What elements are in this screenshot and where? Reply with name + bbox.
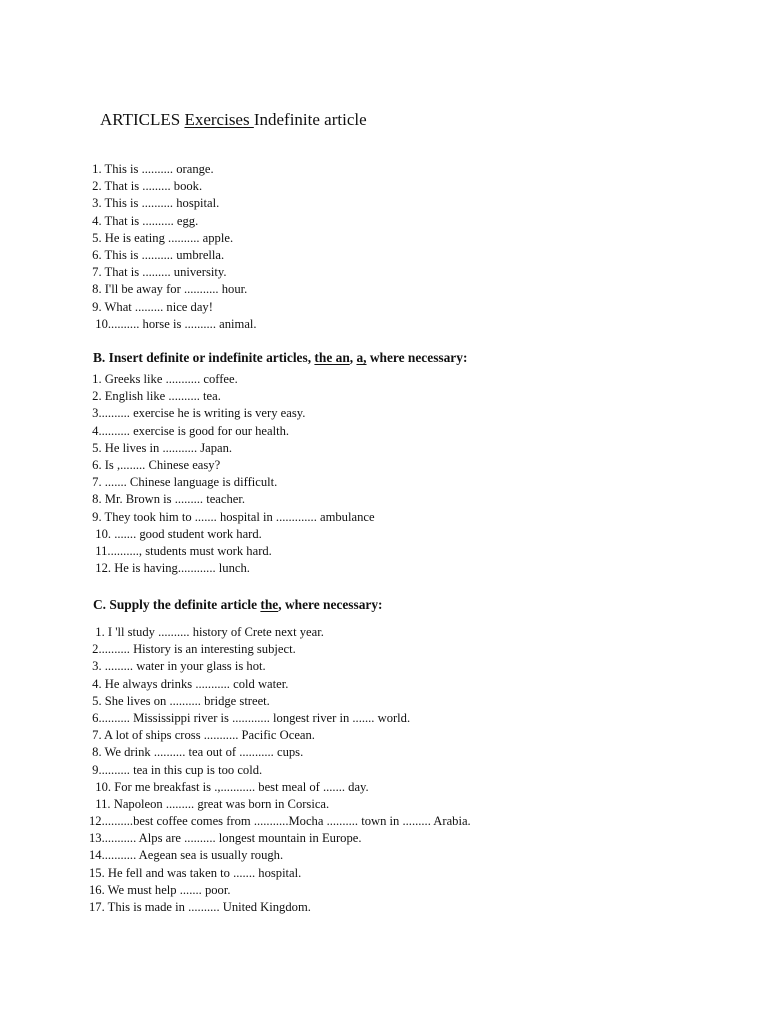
exercise-item: 12..........best coffee comes from ...........Mocha .......... town in ......... Arabia. — [89, 814, 471, 829]
exercise-item: 9. What ......... nice day! — [89, 299, 213, 314]
section-b-heading-separator: , — [349, 350, 357, 365]
section-b-heading-suffix: where necessary: — [366, 350, 468, 365]
section-b-heading — [93, 350, 467, 366]
exercise-item: 4. He always drinks ........... cold water. — [89, 676, 289, 691]
section-c-heading-prefix: C. Supply the definite article — [93, 597, 261, 612]
exercise-item: 12. He is having............ lunch. — [89, 561, 250, 576]
exercise-item: 2.......... History is an interesting subject. — [89, 642, 296, 657]
document-title — [100, 110, 367, 130]
exercise-item: 16. We must help ....... poor. — [89, 882, 231, 897]
exercise-item: 4.......... exercise is good for our health. — [89, 423, 290, 438]
title-articles: ARTICLES — [100, 110, 185, 129]
exercise-item: 3. This is .......... hospital. — [89, 196, 220, 211]
exercise-item: 5. He lives in ........... Japan. — [89, 440, 233, 455]
exercise-item: 7. ....... Chinese language is difficult. — [89, 475, 278, 490]
exercise-item: 15. He fell and was taken to ....... hospital. — [89, 865, 302, 880]
exercise-item: 2. English like .......... tea. — [89, 389, 221, 404]
exercise-item: 7. That is ......... university. — [89, 265, 227, 280]
title-indefinite-article: Indefinite article — [253, 110, 367, 129]
section-b-list — [89, 371, 375, 577]
exercise-item: 5. He is eating .......... apple. — [89, 230, 234, 245]
exercise-item: 2. That is ......... book. — [89, 179, 203, 194]
title-exercises: Exercises — [184, 110, 254, 129]
exercise-item: 3.......... exercise he is writing is very easy. — [89, 406, 306, 421]
exercise-item: 10. For me breakfast is .,........... best meal of ....... day. — [89, 779, 369, 794]
exercise-item: 6. Is ,........ Chinese easy? — [89, 457, 221, 472]
section-b-heading-a: a, — [356, 350, 367, 365]
exercise-item: 1. This is .......... orange. — [89, 162, 214, 176]
exercise-item: 6.......... Mississippi river is ............ longest river in ....... world. — [89, 710, 411, 725]
section-c-heading-suffix: , where necessary: — [278, 597, 383, 612]
section-a-list — [89, 161, 257, 333]
exercise-item: 9.......... tea in this cup is too cold. — [89, 762, 263, 777]
section-c-list — [89, 624, 471, 916]
exercise-item: 5. She lives on .......... bridge street. — [89, 693, 270, 708]
exercise-item: 8. We drink .......... tea out of ........... cups. — [89, 745, 304, 760]
section-b-heading-prefix: B. Insert definite or indefinite articles, — [93, 350, 315, 365]
exercise-item: 7. A lot of ships cross ........... Pacific Ocean. — [89, 728, 315, 743]
exercise-item: 10. ....... good student work hard. — [89, 526, 262, 541]
exercise-item: 6. This is .......... umbrella. — [89, 247, 225, 262]
exercise-item: 11. Napoleon ......... great was born in Corsica. — [89, 796, 330, 811]
exercise-item: 13........... Alps are .......... longest mountain in Europe. — [89, 831, 362, 846]
exercise-item: 14........... Aegean sea is usually rough. — [89, 848, 284, 863]
exercise-item: 3. ......... water in your glass is hot. — [89, 659, 266, 674]
section-c-heading-the: the — [260, 597, 279, 612]
exercise-item: 1. I 'll study .......... history of Crete next year. — [89, 625, 324, 639]
exercise-item: 10.......... horse is .......... animal. — [89, 316, 257, 331]
section-c-heading — [93, 597, 383, 613]
exercise-item: 9. They took him to ....... hospital in ............. ambulance — [89, 509, 375, 524]
exercise-item: 1. Greeks like ........... coffee. — [89, 372, 238, 386]
exercise-item: 8. Mr. Brown is ......... teacher. — [89, 492, 246, 507]
exercise-item: 4. That is .......... egg. — [89, 213, 199, 228]
exercise-item: 17. This is made in .......... United Kingdom. — [89, 900, 311, 914]
exercise-item: 11.........., students must work hard. — [89, 543, 272, 558]
exercise-item: 8. I'll be away for ........... hour. — [89, 282, 248, 297]
section-b-heading-the-an: the an — [314, 350, 350, 365]
